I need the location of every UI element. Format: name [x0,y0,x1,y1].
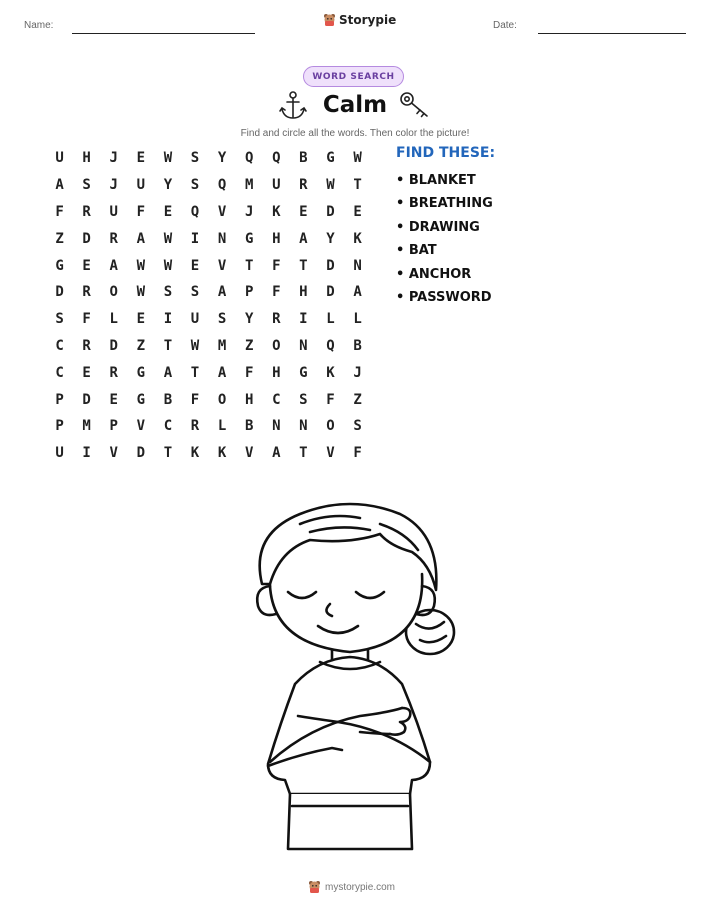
anchor-icon [278,90,308,122]
grid-letter: E [190,257,200,274]
grid-letter: Q [217,177,227,194]
grid-letter: N [299,418,308,435]
grid-letter: O [217,391,227,408]
grid-row [46,386,371,413]
grid-letter: R [82,284,91,301]
grid-letter: E [136,311,146,328]
brand-logo [323,13,396,27]
grid-letter: H [272,230,281,247]
grid-letter: R [109,364,118,381]
grid-letter: F [326,391,335,408]
grid-letter: E [299,203,308,220]
grid-letter: Z [136,337,146,354]
grid-row [46,359,371,386]
grid-letter: U [109,203,118,220]
grid-letter: I [299,311,308,328]
grid-letter: A [109,257,118,274]
grid-letter: T [244,257,254,274]
grid-letter: M [244,177,254,194]
grid-letter: K [190,445,200,462]
grid-letter: S [190,177,200,194]
grid-letter: R [272,311,281,328]
word-item: • PASSWORD [396,289,492,305]
word-item: • BAT [396,243,437,259]
grid-letter: T [299,445,308,462]
storypie-mascot-icon [308,880,321,894]
grid-letter: Y [244,311,254,328]
grid-letter: B [353,337,362,354]
grid-letter: W [190,337,200,354]
grid-letter: W [326,177,335,194]
grid-letter: U [55,445,64,462]
grid-letter: T [353,177,362,194]
grid-letter: G [244,230,254,247]
grid-letter: W [353,150,362,167]
grid-row [46,252,371,279]
grid-row [46,306,371,333]
grid-letter: A [272,445,281,462]
grid-letter: P [55,391,64,408]
grid-letter: Y [326,230,335,247]
footer [308,880,395,894]
grid-letter: B [163,391,173,408]
grid-letter: N [353,257,362,274]
grid-letter: V [217,203,227,220]
brand-name: Storypie [339,13,397,27]
grid-letter: G [136,364,146,381]
grid-letter: F [272,257,281,274]
grid-letter: R [299,177,308,194]
grid-letter: U [55,150,64,167]
grid-letter: E [82,257,91,274]
grid-letter: A [55,177,64,194]
grid-letter: P [109,418,118,435]
grid-letter: M [217,337,227,354]
grid-letter: P [55,418,64,435]
grid-letter: E [136,150,146,167]
grid-letter: A [217,284,227,301]
grid-letter: J [244,203,254,220]
grid-row [46,413,371,440]
grid-letter: N [217,230,227,247]
grid-letter: W [136,284,146,301]
grid-letter: F [136,203,146,220]
grid-letter: S [190,150,200,167]
grid-letter: S [353,418,362,435]
grid-letter: Q [272,150,281,167]
grid-letter: C [55,337,64,354]
grid-letter: N [299,337,308,354]
grid-letter: G [326,150,335,167]
grid-letter: Y [163,177,173,194]
find-these-heading: FIND THESE: [396,145,496,161]
grid-letter: B [299,150,308,167]
word-search-badge: WORD SEARCH [303,66,404,87]
grid-letter: I [82,445,91,462]
grid-letter: G [55,257,64,274]
grid-letter: A [136,230,146,247]
grid-letter: A [353,284,362,301]
grid-letter: E [82,364,91,381]
grid-letter: V [136,418,146,435]
grid-letter: D [82,230,91,247]
page-title: Calm [322,92,388,118]
grid-letter: R [82,337,91,354]
grid-letter: D [326,203,335,220]
grid-letter: Q [244,150,254,167]
grid-letter: Y [217,150,227,167]
grid-letter: L [326,311,335,328]
grid-letter: Z [353,391,362,408]
grid-row [46,279,371,306]
grid-letter: F [190,391,200,408]
grid-letter: R [82,203,91,220]
grid-letter: D [109,337,118,354]
grid-letter: P [244,284,254,301]
grid-letter: A [217,364,227,381]
grid-letter: A [299,230,308,247]
name-label: Name: [24,20,54,31]
grid-letter: V [326,445,335,462]
grid-letter: S [217,311,227,328]
grid-letter: U [272,177,281,194]
grid-letter: O [272,337,281,354]
grid-letter: W [163,230,173,247]
grid-row [46,333,371,360]
grid-letter: K [272,203,281,220]
grid-letter: J [109,177,118,194]
grid-row [46,145,371,172]
grid-letter: S [299,391,308,408]
grid-letter: H [82,150,91,167]
name-line [72,33,255,34]
grid-letter: A [163,364,173,381]
grid-letter: I [190,230,200,247]
grid-letter: V [244,445,254,462]
grid-letter: Z [55,230,64,247]
grid-letter: O [326,418,335,435]
grid-letter: V [217,257,227,274]
grid-letter: F [353,445,362,462]
grid-letter: S [55,311,64,328]
grid-letter: K [353,230,362,247]
grid-letter: H [272,364,281,381]
grid-letter: H [244,391,254,408]
word-list [396,172,493,312]
date-label: Date: [493,20,517,31]
word-item: • BLANKET [396,173,476,188]
grid-letter: M [82,418,91,435]
grid-letter: F [272,284,281,301]
grid-letter: G [136,391,146,408]
grid-letter: D [82,391,91,408]
footer-url: mystorypie.com [325,881,396,893]
grid-letter: Z [244,337,254,354]
grid-letter: C [163,418,173,435]
grid-letter: D [136,445,146,462]
calm-girl-coloring-illustration [240,494,480,854]
grid-letter: V [109,445,118,462]
grid-letter: L [217,418,227,435]
grid-letter: O [109,284,118,301]
grid-letter: L [353,311,362,328]
grid-letter: D [326,284,335,301]
grid-letter: W [163,150,173,167]
grid-letter: J [353,364,362,381]
grid-letter: G [299,364,308,381]
grid-letter: F [244,364,254,381]
grid-letter: J [109,150,118,167]
grid-row [46,199,371,226]
grid-letter: S [82,177,91,194]
grid-letter: I [163,311,173,328]
letter-grid [46,145,371,467]
word-item: • DRAWING [396,219,480,235]
grid-row [46,172,371,199]
grid-letter: E [353,203,362,220]
grid-letter: N [272,418,281,435]
key-icon [398,90,432,120]
grid-letter: Q [190,203,200,220]
instructions: Find and circle all the words. Then color the picture! [240,128,470,139]
grid-letter: K [326,364,335,381]
word-item: • BREATHING [396,196,493,212]
grid-letter: B [244,418,254,435]
grid-letter: S [190,284,200,301]
grid-letter: F [82,311,91,328]
grid-letter: U [136,177,146,194]
grid-letter: W [136,257,146,274]
grid-letter: Q [326,337,335,354]
grid-letter: T [163,445,173,462]
grid-letter: C [272,391,281,408]
grid-letter: F [55,203,64,220]
grid-letter: E [163,203,173,220]
date-line [538,33,686,34]
grid-letter: T [163,337,173,354]
grid-letter: C [55,364,64,381]
grid-letter: D [55,284,64,301]
word-item: • ANCHOR [396,266,472,282]
grid-letter: T [299,257,308,274]
grid-letter: U [190,311,200,328]
grid-letter: H [299,284,308,301]
grid-letter: R [109,230,118,247]
storypie-mascot-icon [323,13,336,27]
grid-letter: S [163,284,173,301]
grid-letter: K [217,445,227,462]
grid-row [46,225,371,252]
grid-letter: R [190,418,200,435]
grid-letter: E [109,391,118,408]
grid-letter: L [109,311,118,328]
grid-letter: W [163,257,173,274]
grid-letter: D [326,257,335,274]
grid-row [46,440,371,467]
grid-letter: T [190,364,200,381]
